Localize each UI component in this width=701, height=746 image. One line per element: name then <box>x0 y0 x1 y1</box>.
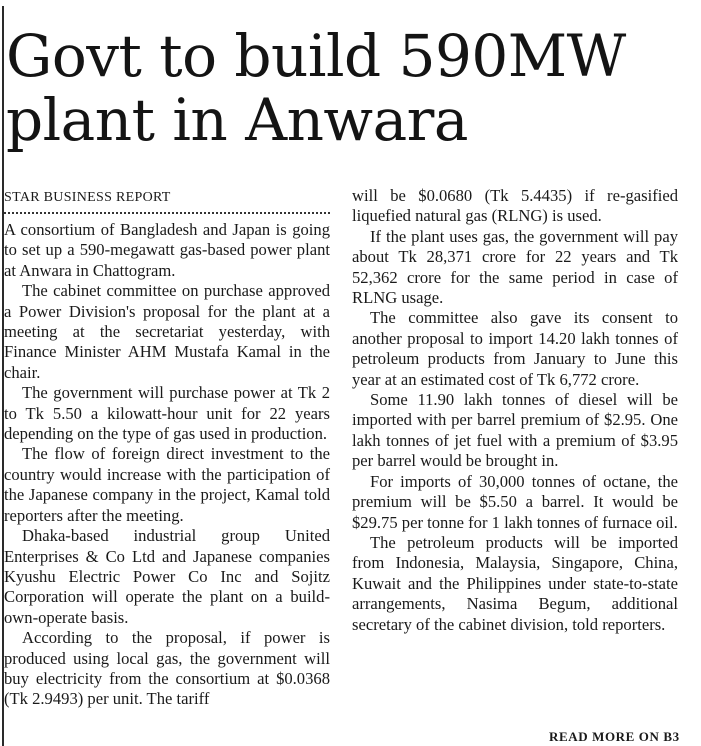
byline-divider <box>4 212 330 214</box>
paragraph: Some 11.90 lakh tonnes of diesel will be imported with per barrel premium of $2.95. One lakh tonnes of jet fuel with a premium of $3.95 per barrel would be brought in. <box>352 390 678 471</box>
paragraph: The cabinet committee on purchase approved a Power Division's proposal for the plant at a meeting at the secretariat yesterday, with Finance Minister AHM Mustafa Kamal in the chair. <box>4 281 330 382</box>
byline: STAR BUSINESS REPORT <box>4 190 171 205</box>
left-column <box>4 188 330 710</box>
headline <box>6 24 696 152</box>
headline-line-1: Govt to build 590MW <box>6 22 626 90</box>
paragraph: For imports of 30,000 tonnes of octane, the premium will be $5.50 a barrel. It would be $29.75 per tonne for 1 lakh tonnes of furnace oil. <box>352 471 678 532</box>
paragraph: A consortium of Bangladesh and Japan is going to set up a 590-megawatt gas-based power plant at Anwara in Chattogram. <box>4 220 330 280</box>
paragraph: The committee also gave its consent to another proposal to import 14.20 lakh tonnes of petroleum products from January to June this year at an estimated cost of Tk 6,772 crore. <box>352 308 678 389</box>
paragraph: The government will purchase power at Tk 2 to Tk 5.50 a kilowatt-hour unit for 22 years depending on the type of gas used in production. <box>4 383 330 444</box>
paragraph: Dhaka-based industrial group United Enterprises & Co Ltd and Japanese companies Kyushu Electric Power Co Inc and Sojitz Corporation will operate the plant on a build-own-operate basis. <box>4 526 330 627</box>
right-column <box>352 186 678 635</box>
paragraph: According to the proposal, if power is produced using local gas, the government will buy electricity from the consortium at $0.0368 (Tk 2.9493) per unit. The tariff <box>4 628 330 709</box>
headline-line-2: plant in Anwara <box>6 86 468 154</box>
paragraph: If the plant uses gas, the government will pay about Tk 28,371 crore for 22 years and Tk 52,362 crore for the same period in case of RLNG usage. <box>352 226 678 308</box>
paragraph: The flow of foreign direct investment to the country would increase with the participation of the Japanese company in the project, Kamal told reporters after the meeting. <box>4 444 330 525</box>
paragraph: The petroleum products will be imported from Indonesia, Malaysia, Singapore, China, Kuwait and the Philippines under state-to-state arrangements, Nasima Begum, additional secretary of the cabinet division, told reporters. <box>352 532 678 634</box>
read-more-link[interactable]: READ MORE ON B3 <box>549 729 680 744</box>
paragraph: will be $0.0680 (Tk 5.4435) if re-gasified liquefied natural gas (RLNG) is used. <box>352 186 678 226</box>
